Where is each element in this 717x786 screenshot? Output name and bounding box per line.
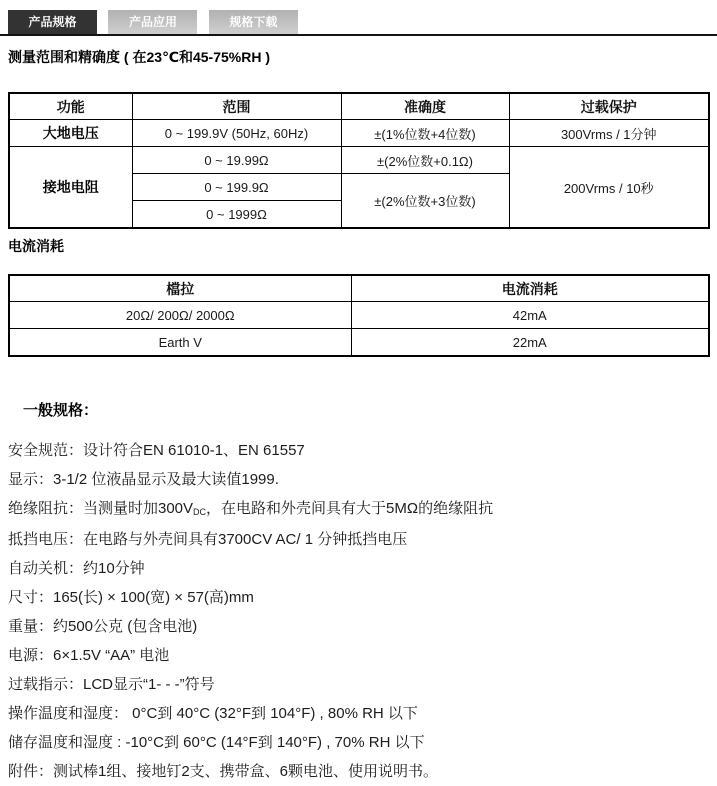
cell-earthv-range: Earth V [9,329,351,357]
spec-insulation-prefix: 绝缘阻抗：当测量时加300V [8,500,194,517]
spec-storage-temp-humidity: 储存温度和湿度 : -10°C到 60°C (14°F到 140°F) , 70% RH 以下 [8,734,425,751]
spec-accessories: 附件：测试棒1组、接地钉2支、携带盒、6颗电池、使用说明书。 [8,763,439,780]
tab-bar [0,0,717,34]
tab-divider-line [0,34,717,36]
header-range: 范围 [132,93,341,120]
spec-overload-indication: 过载指示：LCD显示“1- - -”符号 [8,676,215,693]
measurement-section-title: 测量范围和精确度 ( 在23℃和45-75%RH ) [8,49,270,65]
spec-dimensions: 尺寸：165(长) × 100(宽) × 57(高)mm [8,589,254,606]
cell-earth-voltage-protection: 300Vrms / 1分钟 [509,120,709,147]
table-row [9,147,709,174]
header-current-consumption: 电流消耗 [351,275,709,302]
header-function: 功能 [9,93,132,120]
spec-weight: 重量：约500公克 (包含电池) [8,618,198,635]
spec-operating-temp-humidity: 操作温度和湿度： 0°C到 40°C (32°F到 104°F) , 80% RH 以下 [8,705,418,722]
cell-earth-voltage-accuracy: ±(1%位数+4位数) [341,120,509,147]
spec-insulation-suffix: ，在电路和外壳间具有大于5MΩ的绝缘阻抗 [206,500,494,517]
spec-safety: 安全规范：设计符合EN 61010-1、EN 61557 [8,442,305,459]
general-specs-list [8,436,708,786]
spec-display: 显示：3-1/2 位液晶显示及最大读值1999. [8,471,279,488]
table-row [9,302,709,329]
measurement-table [8,92,710,229]
cell-earth-resistance-range-3: 0 ~ 1999Ω [132,201,341,229]
general-specs-heading: 一般规格： [23,402,99,419]
spec-power-source: 电源：6×1.5V “AA” 电池 [8,647,170,664]
header-gear-position: 檔拉 [9,275,351,302]
cell-earth-resistance-accuracy-23: ±(2%位数+3位数) [341,174,509,229]
header-accuracy: 准确度 [341,93,509,120]
cell-earth-voltage-range: 0 ~ 199.9V (50Hz, 60Hz) [132,120,341,147]
page-content [0,47,717,786]
tab-product-applications[interactable]: 产品应用 [108,10,197,34]
current-consumption-table [8,274,710,357]
header-overload-protection: 过载保护 [509,93,709,120]
cell-earth-resistance-range-1: 0 ~ 19.99Ω [132,147,341,174]
spec-withstand-voltage: 抵挡电压：在电路与外壳间具有3700CV AC/ 1 分钟抵挡电压 [8,531,408,548]
tab-specs-download[interactable]: 规格下载 [209,10,298,34]
table-row [9,120,709,147]
cell-earth-resistance-accuracy-1: ±(2%位数+0.1Ω) [341,147,509,174]
tab-product-specs[interactable]: 产品规格 [8,10,97,34]
current-consumption-title: 电流消耗 [8,238,64,254]
cell-earth-resistance-protection: 200Vrms / 10秒 [509,147,709,229]
spec-auto-power-off: 自动关机：约10分钟 [8,560,145,577]
cell-earth-resistance-range-2: 0 ~ 199.9Ω [132,174,341,201]
cell-earth-voltage-function: 大地电压 [9,120,132,147]
cell-resistance-ranges: 20Ω/ 200Ω/ 2000Ω [9,302,351,329]
table-row [9,329,709,357]
measurement-header-row [9,93,709,120]
cell-earthv-current: 22mA [351,329,709,357]
current-header-row [9,275,709,302]
spec-insulation-impedance [8,494,708,525]
spec-insulation-dc-subscript: DC [193,507,207,517]
cell-earth-resistance-function: 接地电阻 [9,147,132,229]
cell-resistance-current: 42mA [351,302,709,329]
